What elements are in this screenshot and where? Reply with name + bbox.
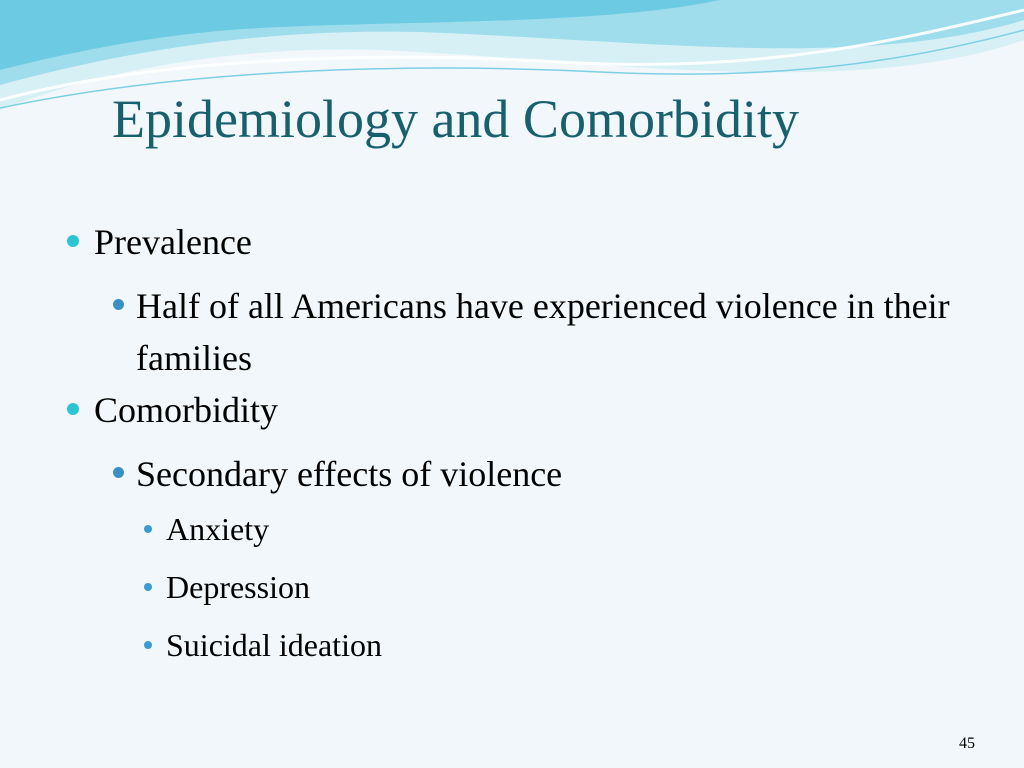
bullet-dot-icon — [67, 403, 79, 415]
sub-sub-bullet-text: Anxiety — [166, 511, 270, 547]
sub-bullet-text: Half of all Americans have experienced violence in their families — [136, 286, 950, 378]
bullet-dot-icon — [144, 641, 152, 649]
bullet-dot-icon — [144, 583, 152, 591]
bullet-text: Prevalence — [94, 222, 252, 262]
sub-sub-bullet-text: Depression — [166, 569, 310, 605]
sub-sub-bullet-text: Suicidal ideation — [166, 627, 382, 663]
bullet-item — [60, 390, 960, 430]
sub-bullet-item — [102, 448, 960, 500]
bullet-dot-icon — [144, 525, 152, 533]
bullet-item — [60, 222, 960, 262]
sub-bullet-text: Secondary effects of violence — [136, 454, 563, 494]
bullet-dot-icon — [113, 467, 124, 478]
bullet-dot-icon — [67, 235, 79, 247]
sub-sub-bullet-item — [136, 616, 960, 674]
slide-title: Epidemiology and Comorbidity — [112, 89, 799, 149]
sub-sub-bullet-item — [136, 558, 960, 616]
bullet-list — [60, 222, 960, 674]
sub-bullet-item — [102, 280, 960, 384]
sub-sub-bullet-item — [136, 500, 960, 558]
bullet-text: Comorbidity — [94, 390, 279, 430]
bullet-dot-icon — [113, 299, 124, 310]
slide-number: 45 — [959, 735, 975, 752]
